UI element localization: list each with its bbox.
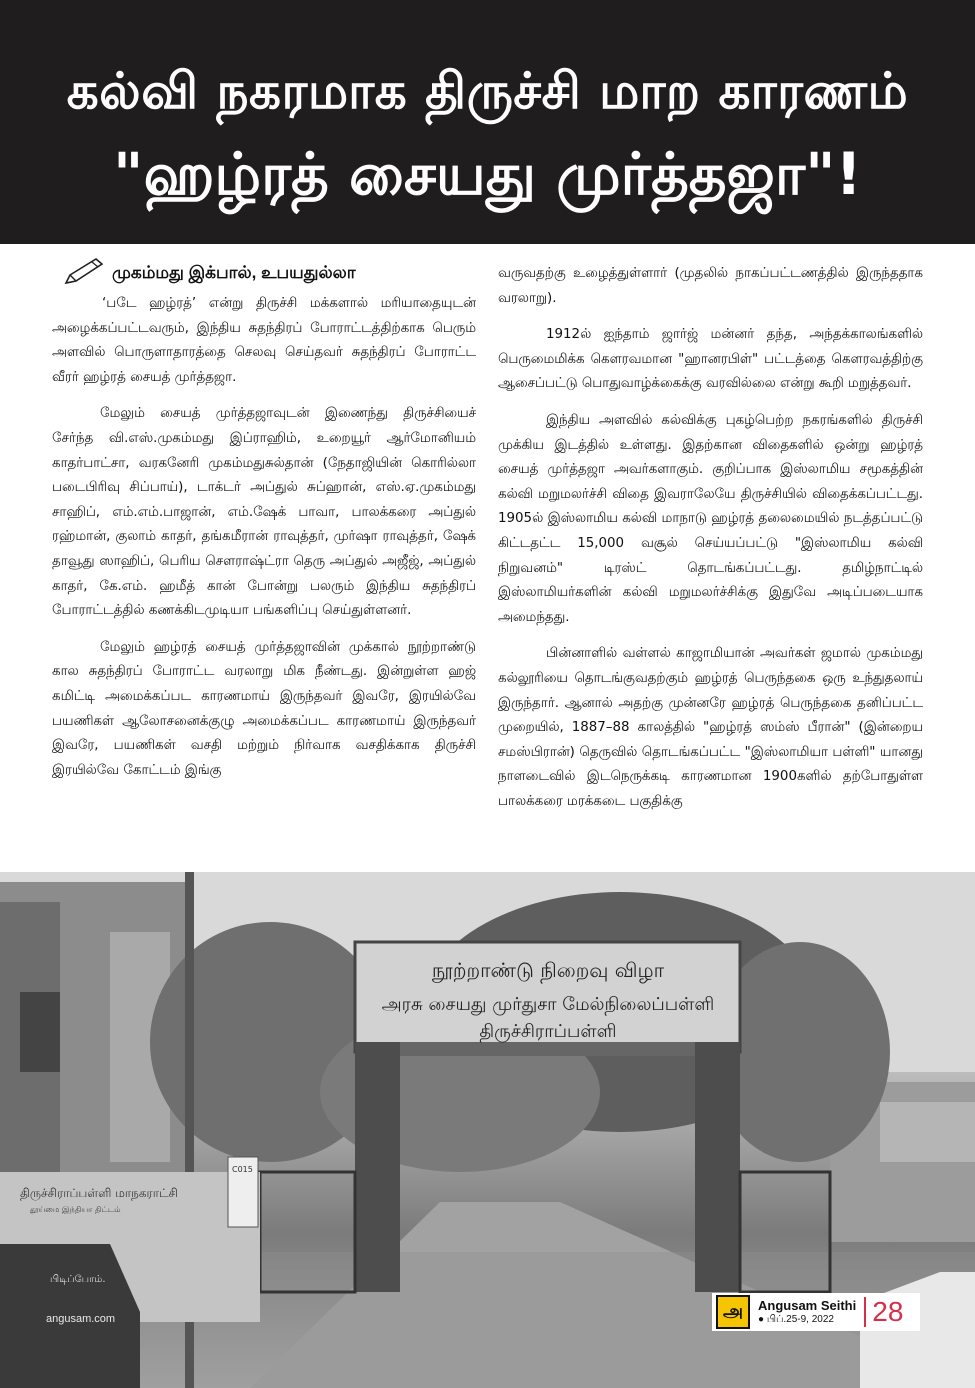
magazine-name: Angusam Seithi: [758, 1298, 857, 1314]
paragraph: பின்னாளில் வள்ளல் காஜாமியான் அவர்கள் ஜமால் முகம்மது கல்லூரியை தொடங்குவதற்கும் ஹழ்ரத் பெருந்தகை ஒரு உந்துதலாய் இருந்தார். ஆனால் அதற்கு முன்னரே ஹழ்ரத் பெருந்தகை தனிப்பட்ட முறையில், 1887–88 காலத்தில் "ஹழ்ரத் ஸம்ஸ் பீரான்" (இன்றைய சமஸ்பிரான்) தெருவில் தொடங்கப்பட்ட "இஸ்லாமியா பள்ளி" யானது நாளடைவில் இடநெருக்கடி காரணமான 1900களில் தற்போதுள்ள பாலக்கரை மரக்கடை பகுதிக்கு: [498, 646, 923, 809]
paragraph: ‘படே ஹழ்ரத்’ என்று திருச்சி மக்களால் மரியாதையுடன் அழைக்கப்பட்டவரும், இந்திய சுதந்திரப் போராட்டத்திற்காக பெரும் அளவில் பொருளாதாரத்தை செலவு செய்தவர் சுதந்திரப் போராட்ட வீரர் ஹழ்ரத் சையத் முர்த்தஜா.: [52, 296, 476, 385]
arch-line-3: திருச்சிராப்பள்ளி: [479, 1021, 617, 1042]
headline-banner: [0, 0, 975, 244]
arch-line-2: அரசு சையது முர்துசா மேல்நிலைப்பள்ளி: [381, 994, 715, 1015]
booth-text: பிடிப்போம்.: [50, 1274, 106, 1285]
headline-line-1: கல்வி நகரமாக திருச்சி மாற காரணம்: [66, 62, 909, 120]
issue-date: ● பிப்.25-9, 2022: [758, 1313, 834, 1325]
angusam-logo: [716, 1295, 750, 1329]
pen-icon: [62, 257, 106, 291]
logo-glyph: அ: [722, 1300, 743, 1322]
wall-subtext: தூய்மை இந்தியா திட்டம்: [30, 1205, 121, 1214]
author-names: முகம்மது இக்பால், உபயதுல்லா: [112, 263, 356, 282]
paragraph: மேலும் ஹழ்ரத் சையத் முர்த்தஜாவின் முக்கால் நூற்றாண்டு கால சுதந்திரப் போராட்ட வரலாறு மிக நீண்டது. இன்றுள்ள ஹஜ் கமிட்டி அமைக்கப்பட காரணமாய் இருந்தவர் இவரே, இரயில்வே பயணிகள் ஆலோசனைக்குழு அமைக்கப்பட காரணமாய் இருந்தவர் இவரே, பயணிகள் வசதி மற்றும் நிர்வாக வசதிக்காக திருச்சி இரயில்வே கோட்டம் இங்கு: [52, 639, 476, 778]
pole-tag: C015: [232, 1165, 253, 1174]
magazine-info: [758, 1299, 856, 1324]
page-footer: [712, 1293, 920, 1331]
arch-line-1: நூற்றாண்டு நிறைவு விழா: [431, 958, 665, 982]
paragraph: மேலும் சையத் முர்த்தஜாவுடன் இணைந்து திருச்சியைச் சேர்ந்த வி.எஸ்.முகம்மது இப்ராஹிம், உறையூர் ஆர்மோனியம் காதர்பாட்சா, வரகனேரி முகம்மதுசுல்தான் (நேதாஜியின் கொரில்லா படைபிரிவு சிப்பாய்), டாக்டர் அப்துல் சுப்ஹான், எஸ்.ஏ.முகம்மது சாஹிப், எம்.எம்.பாஜான், எம்.ஷேக் பாவா, பாலக்கரை அப்துல் ரஹ்மான், குலாம் காதர், தங்கமீரான் ராவுத்தர், முர்ஷா ராவுத்தர், ஷேக் தாவூது ஸாஹிப், பெரிய சௌராஷ்ட்ரா தெரு அப்துல் அஜீஜ், அப்துல் காதர், கே.எம். ஹமீத் கான் போன்று பலரும் இந்திய சுதந்திரப் போராட்டத்தில் கணக்கிடமுடியா பங்களிப்பு செய்துள்ளனர்.: [52, 406, 476, 619]
paragraph: இந்திய அளவில் கல்விக்கு புகழ்பெற்ற நகரங்களில் திருச்சி முக்கிய இடத்தில் உள்ளது. இதற்கான விதைகளில் ஒன்று ஹழ்ரத் சையத் முர்த்தஜா அவர்களாகும். குறிப்பாக இஸ்லாமிய சமூகத்தின் கல்வி மறுமலர்ச்சி விதை இவராலேயே திருச்சியில் விதைக்கப்பட்டது. 1905ல் இஸ்லாமிய கல்வி மாநாடு ஹழ்ரத் தலைமையில் நடத்தப்பட்டு கிட்டதட்ட 15,000 வசூல் செய்யப்பட்டு "இஸ்லாமிய கல்வி நிறுவனம்" டிரஸ்ட் தொடங்கப்பட்டது. தமிழ்நாட்டில் இஸ்லாமியர்களின் கல்வி மறுமலர்ச்சிக்கு இதுவே அடிப்படையாக அமைந்தது.: [498, 412, 923, 625]
wall-text: திருச்சிராப்பள்ளி மாநகராட்சி: [20, 1186, 178, 1200]
watermark: angusam.com: [46, 1313, 116, 1325]
paragraph: வருவதற்கு உழைத்துள்ளார் (முதலில் நாகப்பட்டணத்தில் இருந்ததாக வரலாறு).: [498, 266, 923, 306]
paragraph: 1912ல் ஐந்தாம் ஜார்ஜ் மன்னர் தந்த, அந்தக்காலங்களில் பெருமைமிக்க கௌரவமான "ஹானரபிள்" பட்டத்தை கௌரவத்திற்கு ஆசைப்பட்டு பொதுவாழ்க்கைக்கு வரவில்லை என்று கூறி மறுத்தவர்.: [498, 327, 923, 392]
headline-line-2: "ஹழ்ரத் சையது முர்த்தஜா"!: [113, 140, 862, 208]
article-column-right: [498, 262, 923, 826]
byline: [62, 258, 356, 290]
article-column-left: [52, 292, 476, 795]
page-number: 28: [864, 1297, 903, 1327]
